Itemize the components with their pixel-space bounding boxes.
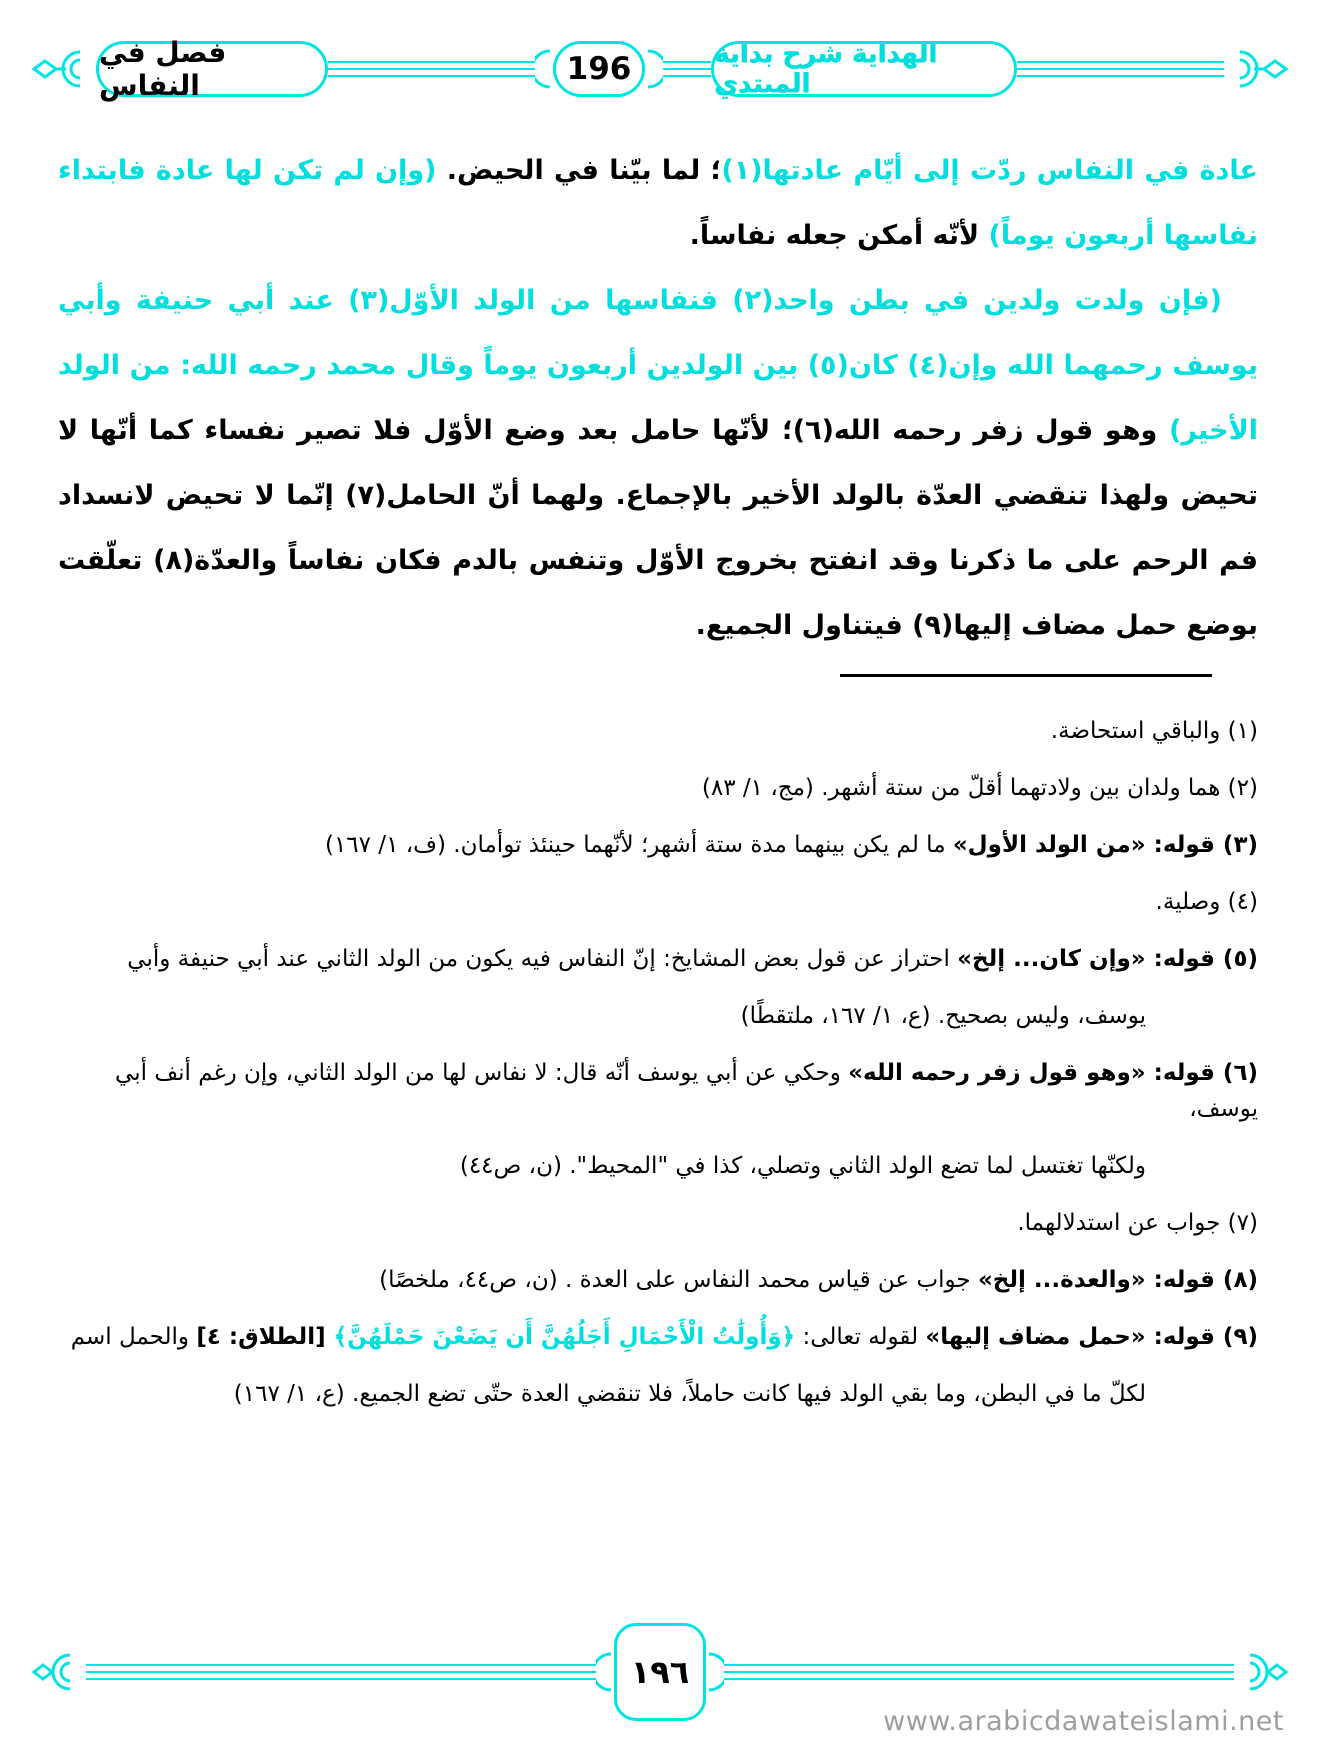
chapter-title-badge	[96, 36, 328, 102]
footnote-7	[58, 1205, 1258, 1241]
footnote-text: ولكنّها تغتسل لما تضع الولد الثاني وتصلي، كذا في "المحيط". (ن، ص٤٤)	[459, 1153, 1146, 1179]
header-ornament-band	[30, 36, 1290, 102]
footnote-4	[58, 884, 1258, 920]
bracket-icon	[535, 47, 553, 91]
footnote-3	[58, 827, 1258, 863]
footnote-lemma: قوله: «وإن كان... إلخ»	[957, 946, 1215, 972]
scroll-finial-right-icon	[1224, 47, 1290, 91]
ornament-rule	[86, 1664, 596, 1680]
footnote-lemma: قوله: «من الولد الأول»	[952, 832, 1215, 858]
ornament-rule	[663, 61, 711, 77]
footnote-text: يوسف، وليس بصحيح. (ع، ١/ ١٦٧، ملتقطًا)	[740, 1003, 1146, 1029]
footnote-number: (٢)	[1220, 775, 1258, 801]
footnote-text: هما ولدان بين ولادتهما أقلّ من ستة أشهر. (مج، ١/ ٨٣)	[701, 775, 1221, 801]
footnote-5	[58, 941, 1258, 977]
scroll-finial-left-icon	[30, 47, 96, 91]
footnote-lemma: قوله: «وهو قول زفر رحمه الله»	[848, 1060, 1215, 1086]
footnote-5-continuation	[58, 998, 1258, 1034]
footnote-number: (٥)	[1214, 946, 1258, 972]
footnote-1	[58, 713, 1258, 749]
quran-verse: ﴿وَأُولَٰتُ الْأَحْمَالِ أَجَلُهُنَّ أَن يَضَعْنَ حَمْلَهُنَّ﴾	[333, 1324, 796, 1350]
page-number-badge	[553, 41, 645, 97]
footnote-number: (٤)	[1220, 889, 1258, 915]
footnote-text: وحكي عن أبي يوسف أنّه قال: لا نفاس لها من الولد الثاني، وإن رغم أنف أبي يوسف،	[115, 1060, 1258, 1122]
bracket-icon	[645, 47, 663, 91]
footnote-9-continuation	[58, 1376, 1258, 1412]
matn-text: (وإن لم تكن لها عادة فابتداء نفاسها أربعون يوماً)	[58, 155, 1258, 251]
chapter-title: فصل في النفاس	[99, 36, 227, 102]
footnote-text: احتراز عن قول بعض المشايخ: إنّ النفاس فيه يكون من الولد الثاني عند أبي حنيفة وأبي	[127, 946, 958, 972]
footnote-lemma: قوله: «والعدة... إلخ»	[977, 1267, 1215, 1293]
page-number: 196	[566, 51, 632, 87]
footnote-number: (٨)	[1214, 1267, 1258, 1293]
verse-reference: [الطلاق: ٤]	[196, 1324, 334, 1350]
website-url: www.arabicdawateislami.net	[883, 1706, 1284, 1737]
paragraph-1	[58, 138, 1258, 268]
page-body	[58, 138, 1258, 1433]
sharh-text: لأنّه أمكن جعله نفاساً.	[689, 220, 980, 251]
footnote-number: (٧)	[1220, 1210, 1258, 1236]
bracket-icon	[596, 1650, 614, 1694]
footnote-text: لقوله تعالى:	[795, 1324, 926, 1350]
footnote-text: لكلّ ما في البطن، وما بقي الولد فيها كانت حاملاً، فلا تنقضي العدة حتّى تضع الجميع. (ع، ١/ ١٦٧)	[233, 1381, 1146, 1407]
footer-page-number: ١٩٦	[630, 1653, 690, 1691]
footnote-number: (٦)	[1214, 1060, 1258, 1086]
scroll-finial-right-icon	[1234, 1650, 1290, 1694]
footnote-text: والحمل اسم	[70, 1324, 197, 1350]
footnote-text: وصلية.	[1155, 889, 1221, 915]
ornament-rule	[724, 1664, 1234, 1680]
sharh-text: وهو قول زفر رحمه الله(٦)؛ لأنّها حامل بعد وضع الأوّل فلا تصير نفساء كما أنّها لا تحيض ولهذا تنقضي العدّة بالولد الأخير بالإجماع. ولهما أنّ الحامل(٧) إنّما لا تحيض لانسداد فم الرحم على ما ذكرنا وقد انفتح بخروج الأوّل وتنفس بالدم فكان نفاساً والعدّة(٨) تعلّقت بوضع حمل مضاف إليها(٩) فيتناول الجميع.	[58, 415, 1258, 641]
footnote-6-continuation	[58, 1148, 1258, 1184]
footnote-text: جواب عن استدلالهما.	[1017, 1210, 1221, 1236]
matn-text: عادة في النفاس ردّت إلى أيّام عادتها(١)	[721, 155, 1258, 186]
footnote-6	[58, 1055, 1258, 1127]
sharh-text: ؛ لما بيّنا في الحيض.	[436, 155, 722, 186]
footnote-number: (٩)	[1214, 1324, 1258, 1350]
footnote-9	[58, 1319, 1258, 1355]
footnote-lemma: قوله: «حمل مضاف إليها»	[925, 1324, 1215, 1350]
paragraph-2	[58, 268, 1258, 658]
matn-text: (فإن ولدت ولدين في بطن واحد(٢) فنفاسها من الولد الأوّل(٣) عند أبي حنيفة وأبي يوسف رحمهما الله وإن(٤) كان(٥) بين الولدين أربعون يوماً وقال محمد رحمه الله: من الولد الأخير)	[58, 285, 1259, 446]
book-title: الهداية شرح بداية المبتدي	[714, 39, 938, 99]
footer-page-number-badge	[614, 1623, 706, 1721]
bracket-icon	[706, 1650, 724, 1694]
ornament-rule	[328, 61, 535, 77]
book-title-badge	[711, 41, 1017, 97]
footnote-divider	[840, 674, 1212, 677]
ornament-rule	[1017, 61, 1224, 77]
footnote-8	[58, 1262, 1258, 1298]
footnote-text: والباقي استحاضة.	[1050, 718, 1221, 744]
scroll-finial-left-icon	[30, 1650, 86, 1694]
footnote-number: (٣)	[1214, 832, 1258, 858]
footnote-text: جواب عن قياس محمد النفاس على العدة . (ن، ص٤٤، ملخصًا)	[379, 1267, 978, 1293]
footnote-number: (١)	[1220, 718, 1258, 744]
footnote-text: ما لم يكن بينهما مدة ستة أشهر؛ لأنّهما حينئذ توأمان. (ف، ١/ ١٦٧)	[324, 832, 953, 858]
footnote-2	[58, 770, 1258, 806]
footnotes-section	[58, 713, 1258, 1412]
